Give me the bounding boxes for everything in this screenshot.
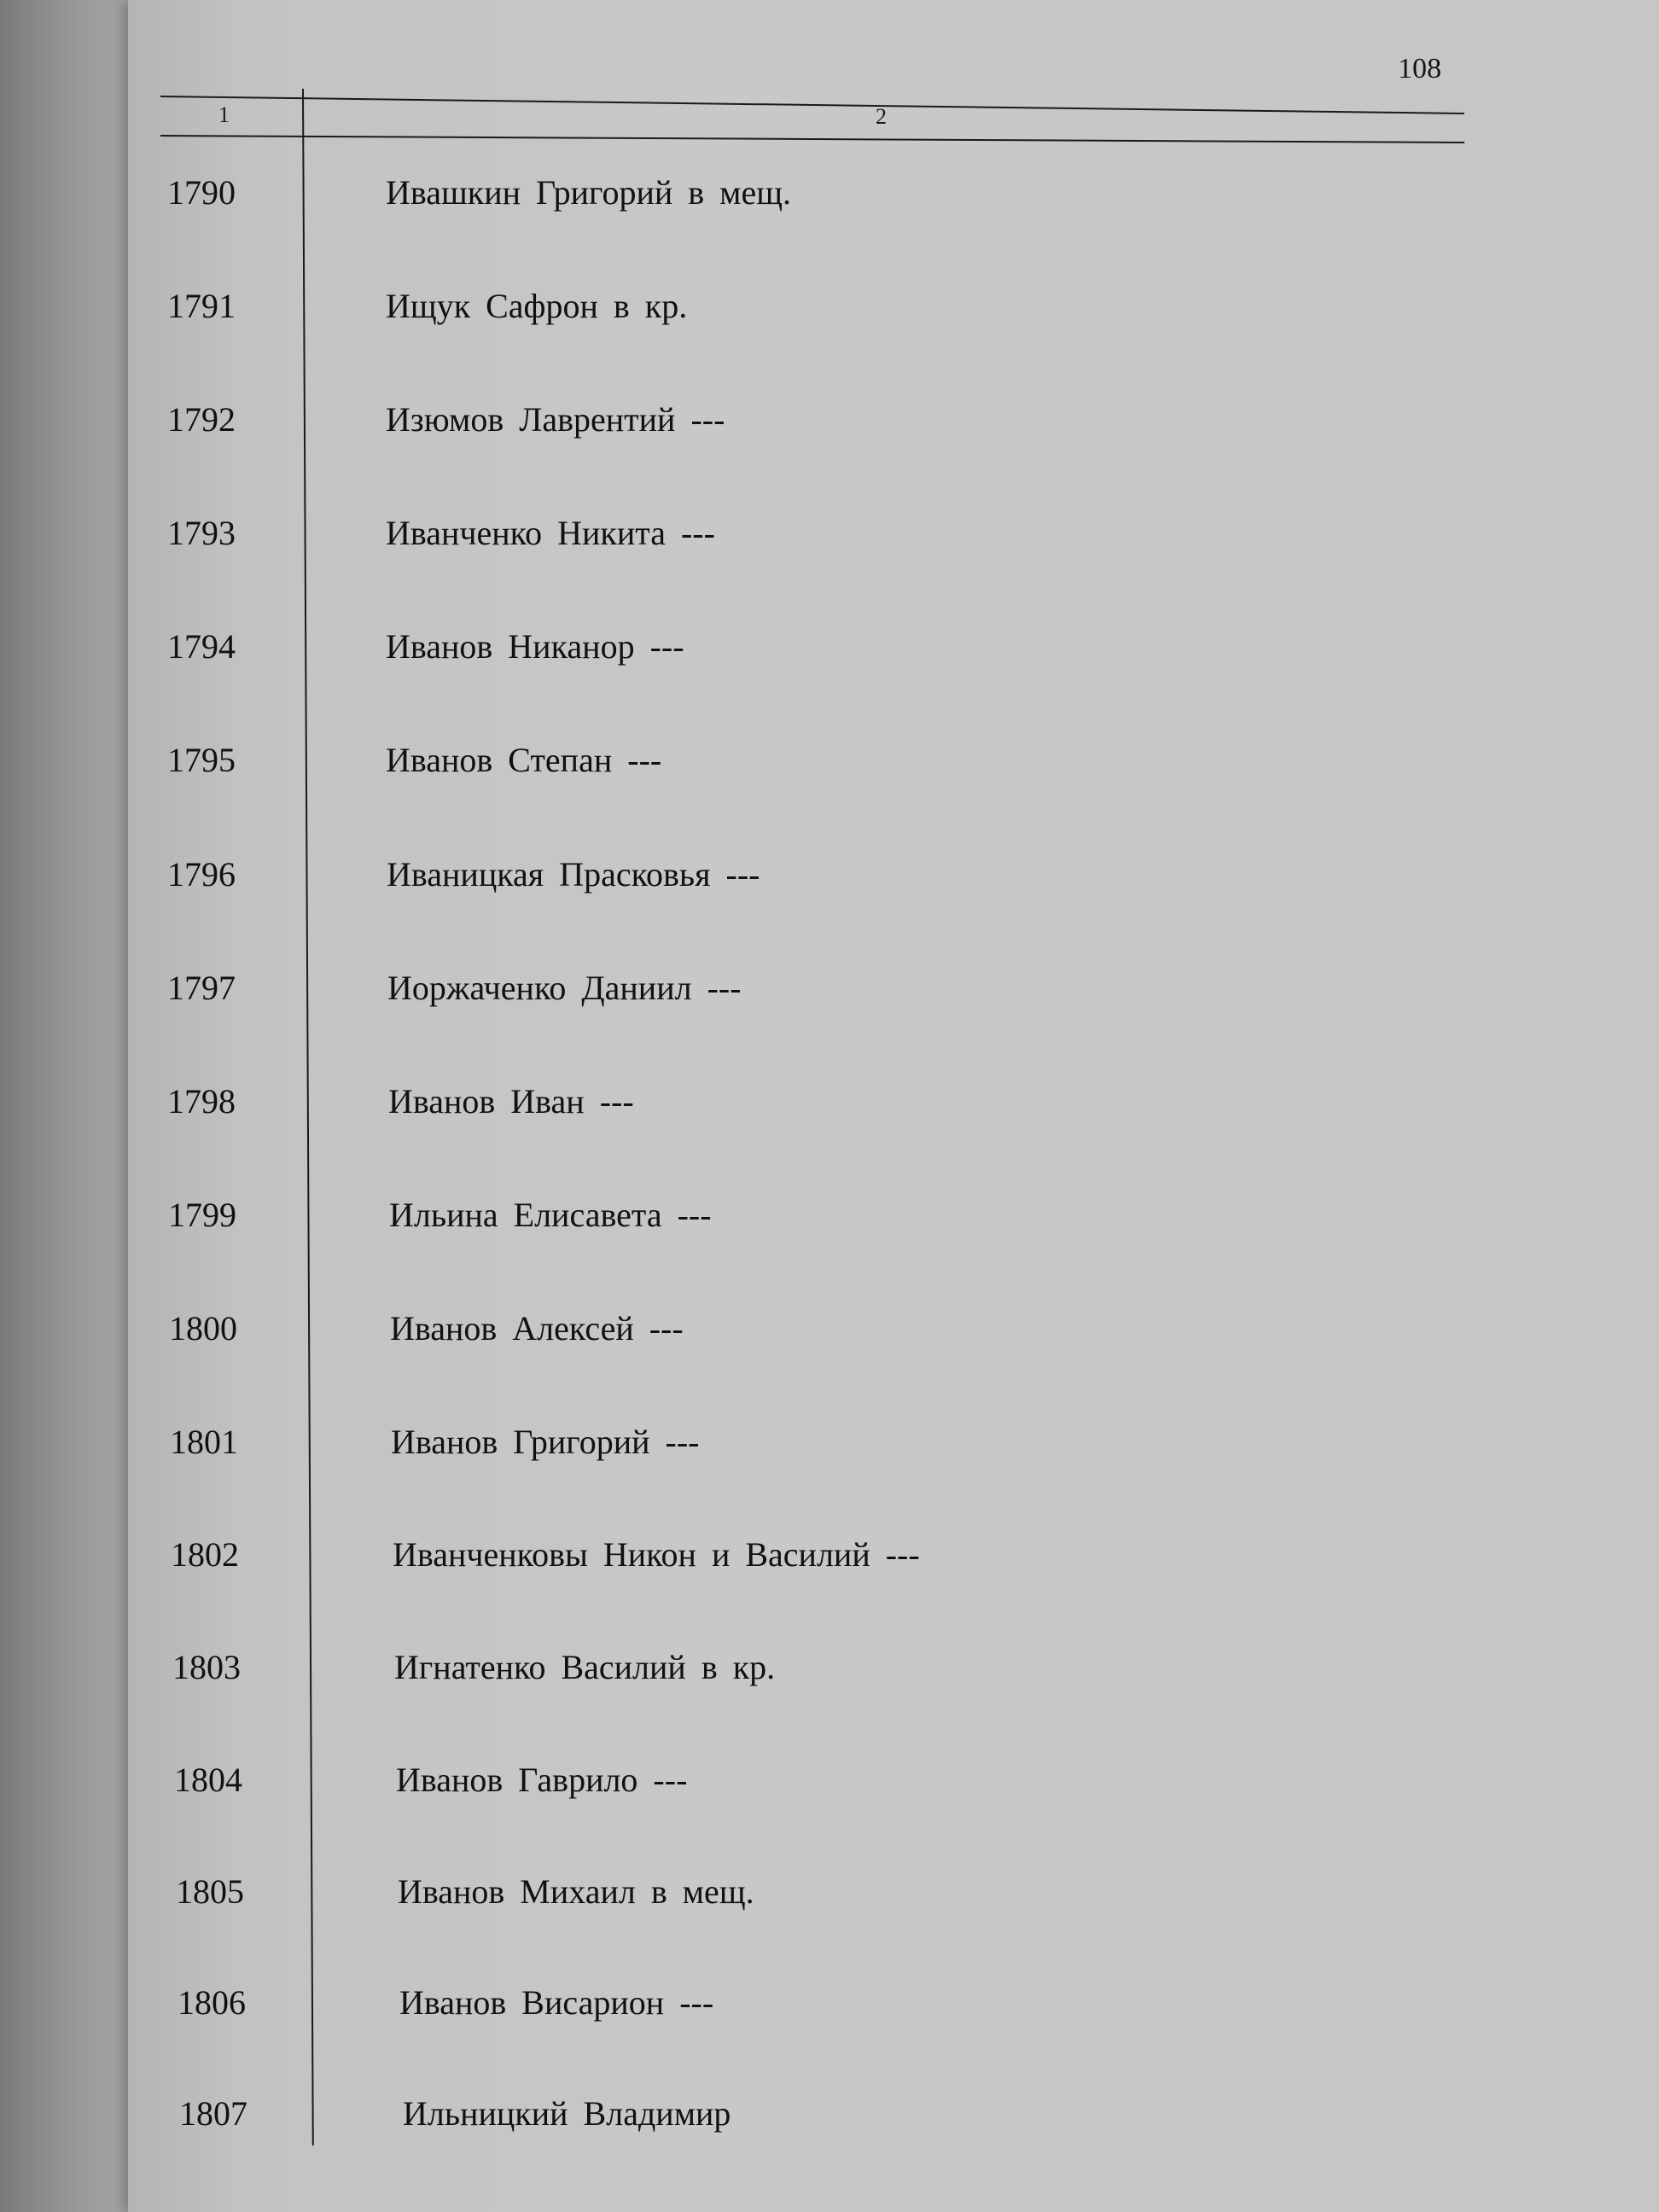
row-number: 1796 (167, 855, 236, 894)
row-number: 1795 (167, 741, 236, 779)
row-number: 1801 (170, 1423, 238, 1461)
row-entry: Игнатенко Василий в кр. (394, 1648, 776, 1686)
column-header-2: 2 (876, 104, 887, 129)
row-number: 1800 (169, 1309, 237, 1348)
row-entry: Иванченко Никита --- (386, 514, 715, 552)
row-number: 1802 (171, 1535, 239, 1574)
row-entry: Иоржаченко Даниил --- (387, 969, 742, 1007)
row-entry: Ильина Елисавета --- (389, 1196, 712, 1234)
row-entry: Иванов Никанор --- (386, 627, 684, 666)
row-entry: Ивашкин Григорий в мещ. (386, 173, 792, 212)
row-number: 1793 (167, 514, 236, 552)
page-sheet (128, 0, 1659, 2212)
row-number: 1794 (167, 627, 236, 666)
row-entry: Ильницкий Владимир (403, 2094, 731, 2133)
row-entry: Иванов Гаврило --- (396, 1761, 688, 1799)
row-entry: Изюмов Лаврентий --- (386, 400, 725, 439)
row-number: 1807 (179, 2094, 247, 2133)
row-entry: Иванов Иван --- (388, 1082, 634, 1121)
row-entry: Иванов Степан --- (386, 741, 662, 779)
row-number: 1798 (167, 1082, 236, 1121)
page-number: 108 (1398, 53, 1441, 84)
row-number: 1804 (174, 1761, 242, 1799)
row-entry: Ищук Сафрон в кр. (386, 287, 688, 325)
row-number: 1799 (168, 1196, 236, 1234)
row-number: 1790 (167, 173, 236, 212)
row-number: 1792 (167, 400, 236, 439)
row-entry: Иванов Алексей --- (390, 1309, 684, 1348)
row-entry: Иваницкая Прасковья --- (387, 855, 760, 894)
row-number: 1791 (167, 287, 236, 325)
row-entry: Иванов Висарион --- (399, 1983, 714, 2022)
row-number: 1803 (172, 1648, 241, 1686)
row-number: 1806 (178, 1983, 246, 2022)
row-entry: Иванов Григорий --- (391, 1423, 700, 1461)
row-number: 1805 (176, 1872, 244, 1911)
column-header-1: 1 (218, 102, 230, 127)
row-number: 1797 (167, 969, 236, 1007)
row-entry: Иванченковы Никон и Василий --- (393, 1535, 920, 1574)
row-entry: Иванов Михаил в мещ. (398, 1872, 754, 1911)
